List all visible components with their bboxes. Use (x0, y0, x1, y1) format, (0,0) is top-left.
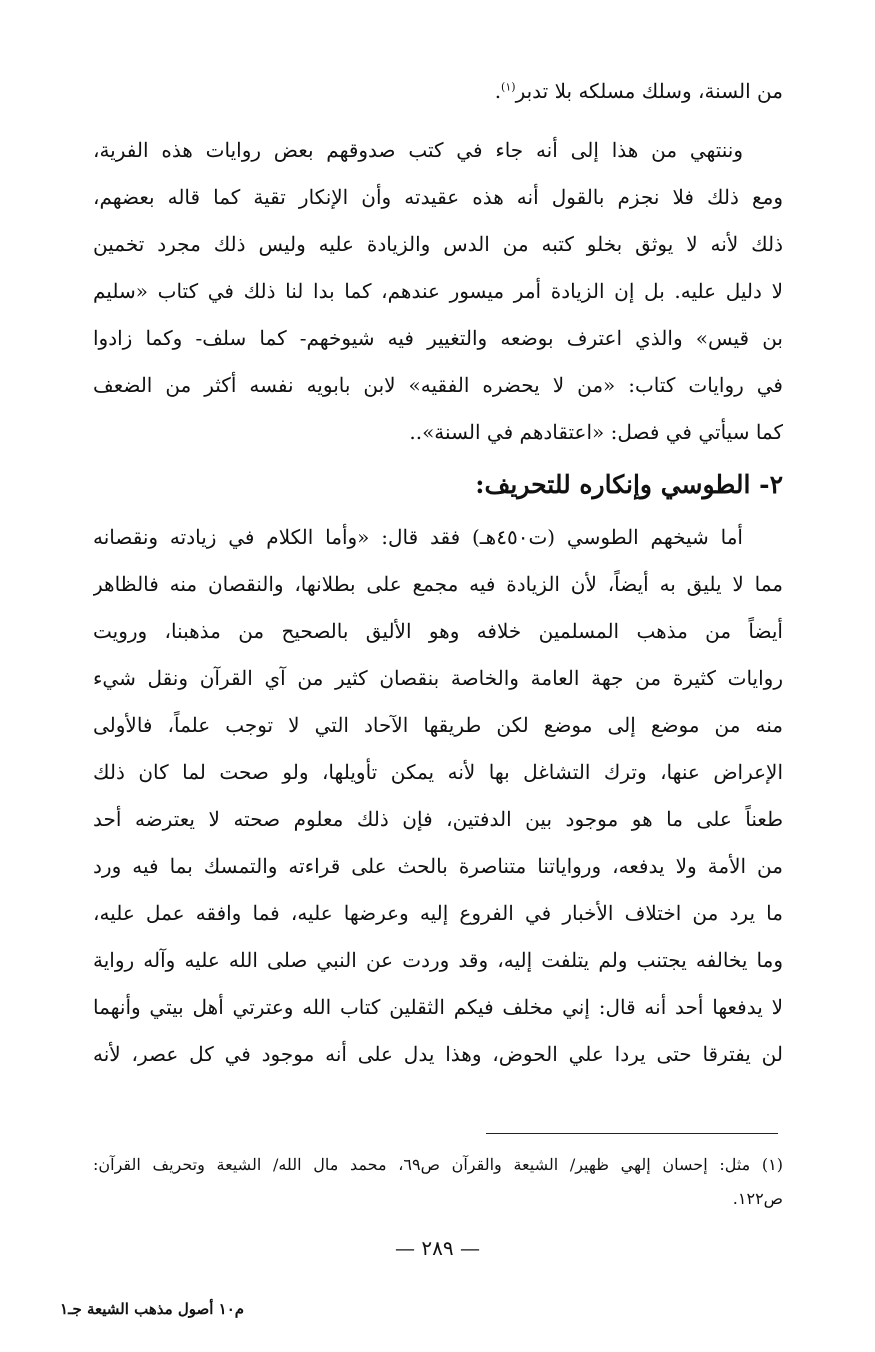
main-text (93, 68, 783, 1078)
footnote-reference: (١) (501, 80, 516, 94)
paragraph-3 (93, 514, 783, 1078)
text-line: وما يخالفه يجتنب ولم يتلفت إليه، وقد وردت عن النبي صلى الله عليه وآله رواية (93, 948, 783, 972)
text-line: ما يرد من اختلاف الأخبار في الفروع إليه وعرضها عليه، فما وافقه عمل عليه، (93, 901, 783, 925)
text-line: في روايات كتاب: «من لا يحضره الفقيه» لابن بابويه نفسه أكثر من الضعف (93, 373, 783, 397)
text-line: كما سيأتي في فصل: «اعتقادهم في السنة».. (409, 420, 783, 444)
page-number: — ٢٨٩ — (395, 1236, 480, 1260)
text-line: منه من موضع إلى موضع لكن طريقها الآحاد التي لا توجب علماً، فالأولى (93, 713, 783, 737)
text-line: أيضاً من مذهب المسلمين خلافه وهو الأليق بالصحيح من مذهبنا، ورويت (93, 619, 783, 643)
text-line: لن يفترقا حتى يردا علي الحوض، وهذا يدل على أنه موجود في كل عصر، لأنه (93, 1042, 783, 1066)
footnote-divider (486, 1133, 778, 1134)
text-line: بن قيس» والذي اعترف بوضعه والتغيير فيه شيوخهم- كما سلف- وكما زادوا (93, 326, 783, 350)
text-line: من الأمة ولا يدفعه، ورواياتنا متناصرة بالحث على قراءته والتمسك بما فيه ورد (93, 854, 783, 878)
text-line: لا دليل عليه. بل إن الزيادة أمر ميسور عندهم، كما بدا لنا ذلك في كتاب «سليم (93, 279, 783, 303)
text-line: مما لا يليق به أيضاً، لأن الزيادة فيه مجمع على بطلانها، والنقصان منه فالظاهر (93, 572, 783, 596)
section-heading: ٢- الطوسي وإنكاره للتحريف: (475, 470, 783, 499)
text-line: وننتهي من هذا إلى أنه جاء في كتب صدوقهم بعض روايات هذه الفرية، (93, 138, 743, 162)
text-line: روايات كثيرة من جهة العامة والخاصة بنقصان كثير من آي القرآن ونقل شيء (93, 666, 783, 690)
text-line: أما شيخهم الطوسي (ت٤٥٠هـ) فقد قال: «وأما الكلام في زيادته ونقصانه (93, 525, 743, 549)
text-line: طعناً على ما هو موجود بين الدفتين، فإن ذلك معلوم صحته لا يعترضه أحد (93, 807, 783, 831)
paragraph-1 (93, 68, 783, 115)
footnote (93, 1148, 783, 1216)
paragraph-2-cont (93, 174, 783, 456)
text-line: ومع ذلك فلا نجزم بالقول أنه هذه عقيدته وأن الإنكار تقية كما قاله بعضهم، (93, 185, 783, 209)
text-line: الإعراض عنها، وترك التشاغل بها لأنه يمكن تأويلها، ولو صحت لما كان ذلك (93, 760, 783, 784)
text-line: ذلك لأنه لا يوثق بخلو كتبه من الدس والزيادة عليه وليس ذلك مجرد تخمين (93, 232, 783, 256)
footnote-line: ص١٢٢. (732, 1189, 783, 1208)
text-line: لا يدفعها أحد أنه قال: إني مخلف فيكم الثقلين كتاب الله وعترتي أهل بيتي وأنهما (93, 995, 783, 1019)
paragraph-2 (93, 127, 783, 174)
footnote-line: (١) مثل: إحسان إلهي ظهير/ الشيعة والقرآن ص٦٩، محمد مال الله/ الشيعة وتحريف القرآن: (93, 1155, 783, 1174)
text-line: من السنة، وسلك مسلكه بلا تدبر$^{(١)}$. (494, 79, 783, 103)
signature-mark: م١٠ أصول مذهب الشيعة جـ١ (60, 1300, 245, 1318)
